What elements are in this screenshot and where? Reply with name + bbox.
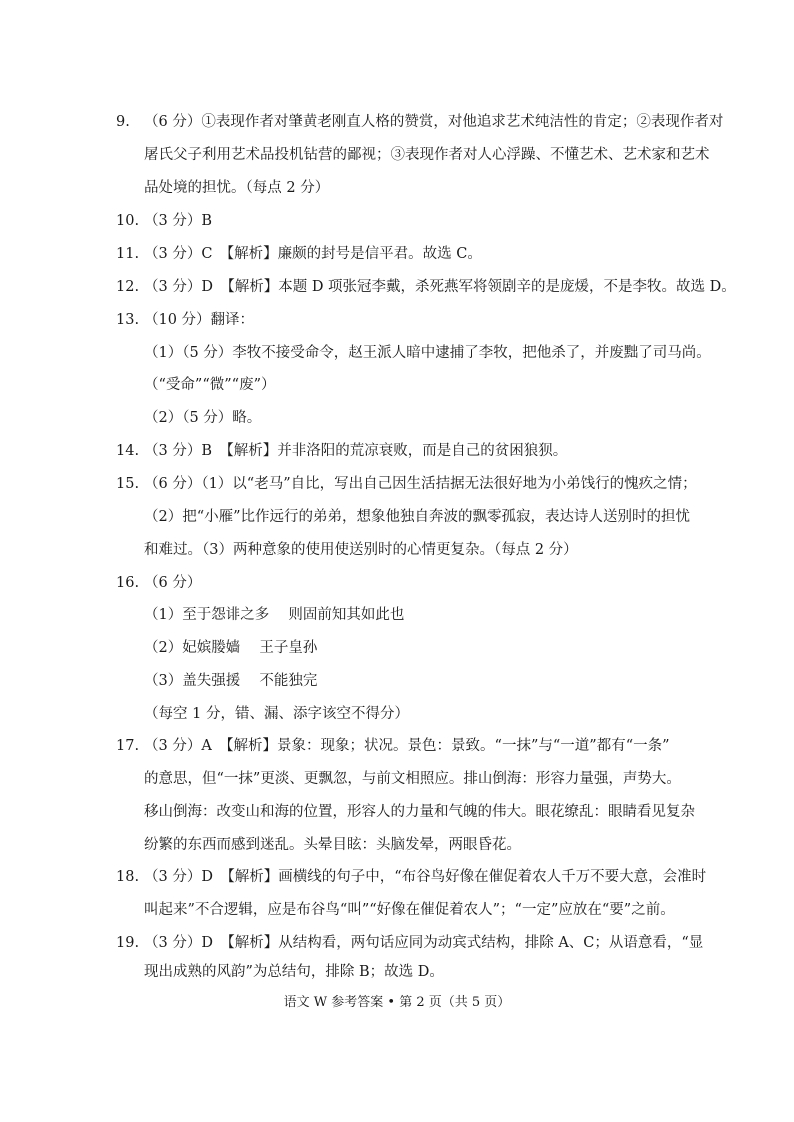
answer-subitem: （2）妃嫔媵嫱 王子皇孙 — [144, 640, 318, 656]
question-number: 14. — [116, 443, 140, 459]
answer-text: （3 分）B — [144, 213, 212, 229]
question-number: 9. — [116, 114, 130, 130]
question-number: 12. — [116, 279, 140, 295]
answer-text: （3 分）C 【解析】廉颇的封号是信平君。故选 C。 — [144, 246, 482, 262]
question-number: 10. — [116, 213, 140, 229]
answer-text: 叫起来”不合逻辑，应是布谷鸟“叫”“好像在催促着农人”；“一定”应放在“要”之前。 — [144, 902, 675, 918]
answer-text: （6 分）①表现作者对肇黄老刚直人格的赞赏，对他追求艺术纯洁性的肯定；②表现作者对 — [144, 114, 724, 130]
answer-text: （3 分）D 【解析】从结构看，两句话应同为动宾式结构，排除 A、C；从语意看，“显 — [144, 935, 704, 951]
answer-text: 屠氏父子利用艺术品投机钻营的鄙视；③表现作者对人心浮躁、不懂艺术、艺术家和艺术 — [144, 147, 710, 163]
answer-text: 品处境的担忧。（每点 2 分） — [144, 180, 330, 196]
answer-text: 的意思，但“一抹”更淡、更飘忽，与前文相照应。排山倒海：形容力量强，声势大。 — [144, 771, 681, 787]
answer-text: 现出成熟的风韵”为总结句，排除 B；故选 D。 — [144, 964, 444, 980]
question-number: 17. — [116, 738, 140, 754]
answer-text: （3 分）D 【解析】画横线的句子中，“布谷鸟好像在催促着农人千万不要大意，会准时 — [144, 869, 707, 885]
question-number: 16. — [116, 575, 140, 591]
answer-subitem: （2）（5 分）略。 — [144, 410, 262, 426]
answer-text: （2）把“小雁”比作远行的弟弟，想象他独自奔波的飘零孤寂，表达诗人送别时的担忧 — [144, 509, 691, 525]
answer-text: 纷繁的东西而感到迷乱。头晕目眩：头脑发晕，两眼昏花。 — [144, 837, 521, 853]
scoring-note: （每空 1 分，错、漏、添字该空不得分） — [144, 706, 409, 722]
question-number: 13. — [116, 312, 140, 328]
answer-text: （3 分）D 【解析】本题 D 项张冠李戴，杀死燕军将领剧辛的是庞煖，不是李牧。故选 D。 — [144, 279, 736, 295]
answer-subitem: （1）至于怨诽之多 则固前知其如此也 — [144, 607, 405, 623]
answer-subitem: （“受命”“微”“废”） — [144, 377, 276, 393]
answer-subitem: （1）（5 分）李牧不接受命令，赵王派人暗中逮捕了李牧，把他杀了，并废黜了司马尚。 — [144, 345, 711, 361]
answer-text: 移山倒海：改变山和海的位置，形容人的力量和气魄的伟大。眼花缭乱：眼睛看见复杂 — [144, 804, 695, 820]
question-number: 18. — [116, 869, 140, 885]
answer-text: 和难过。（3）两种意象的使用使送别时的心情更复杂。（每点 2 分） — [144, 542, 578, 558]
question-number: 19. — [116, 935, 140, 951]
answer-text: （6 分）（1）以“老马”自比，写出自己因生活拮据无法很好地为小弟饯行的愧疚之情； — [144, 476, 697, 492]
answer-subitem: （3）盖失强援 不能独完 — [144, 673, 318, 689]
answer-text: （10 分）翻译： — [144, 312, 255, 328]
question-number: 11. — [116, 246, 140, 262]
page-footer: 语文 W 参考答案 • 第 2 页（共 5 页） — [283, 995, 511, 1010]
answer-text: （6 分） — [144, 575, 202, 591]
answer-text: （3 分）A 【解析】景象：现象；状况。景色：景致。“一抹”与“一道”都有“一条” — [144, 738, 670, 754]
question-number: 15. — [116, 476, 140, 492]
answer-text: （3 分）B 【解析】并非洛阳的荒凉衰败，而是自己的贫困狼狈。 — [144, 443, 568, 459]
